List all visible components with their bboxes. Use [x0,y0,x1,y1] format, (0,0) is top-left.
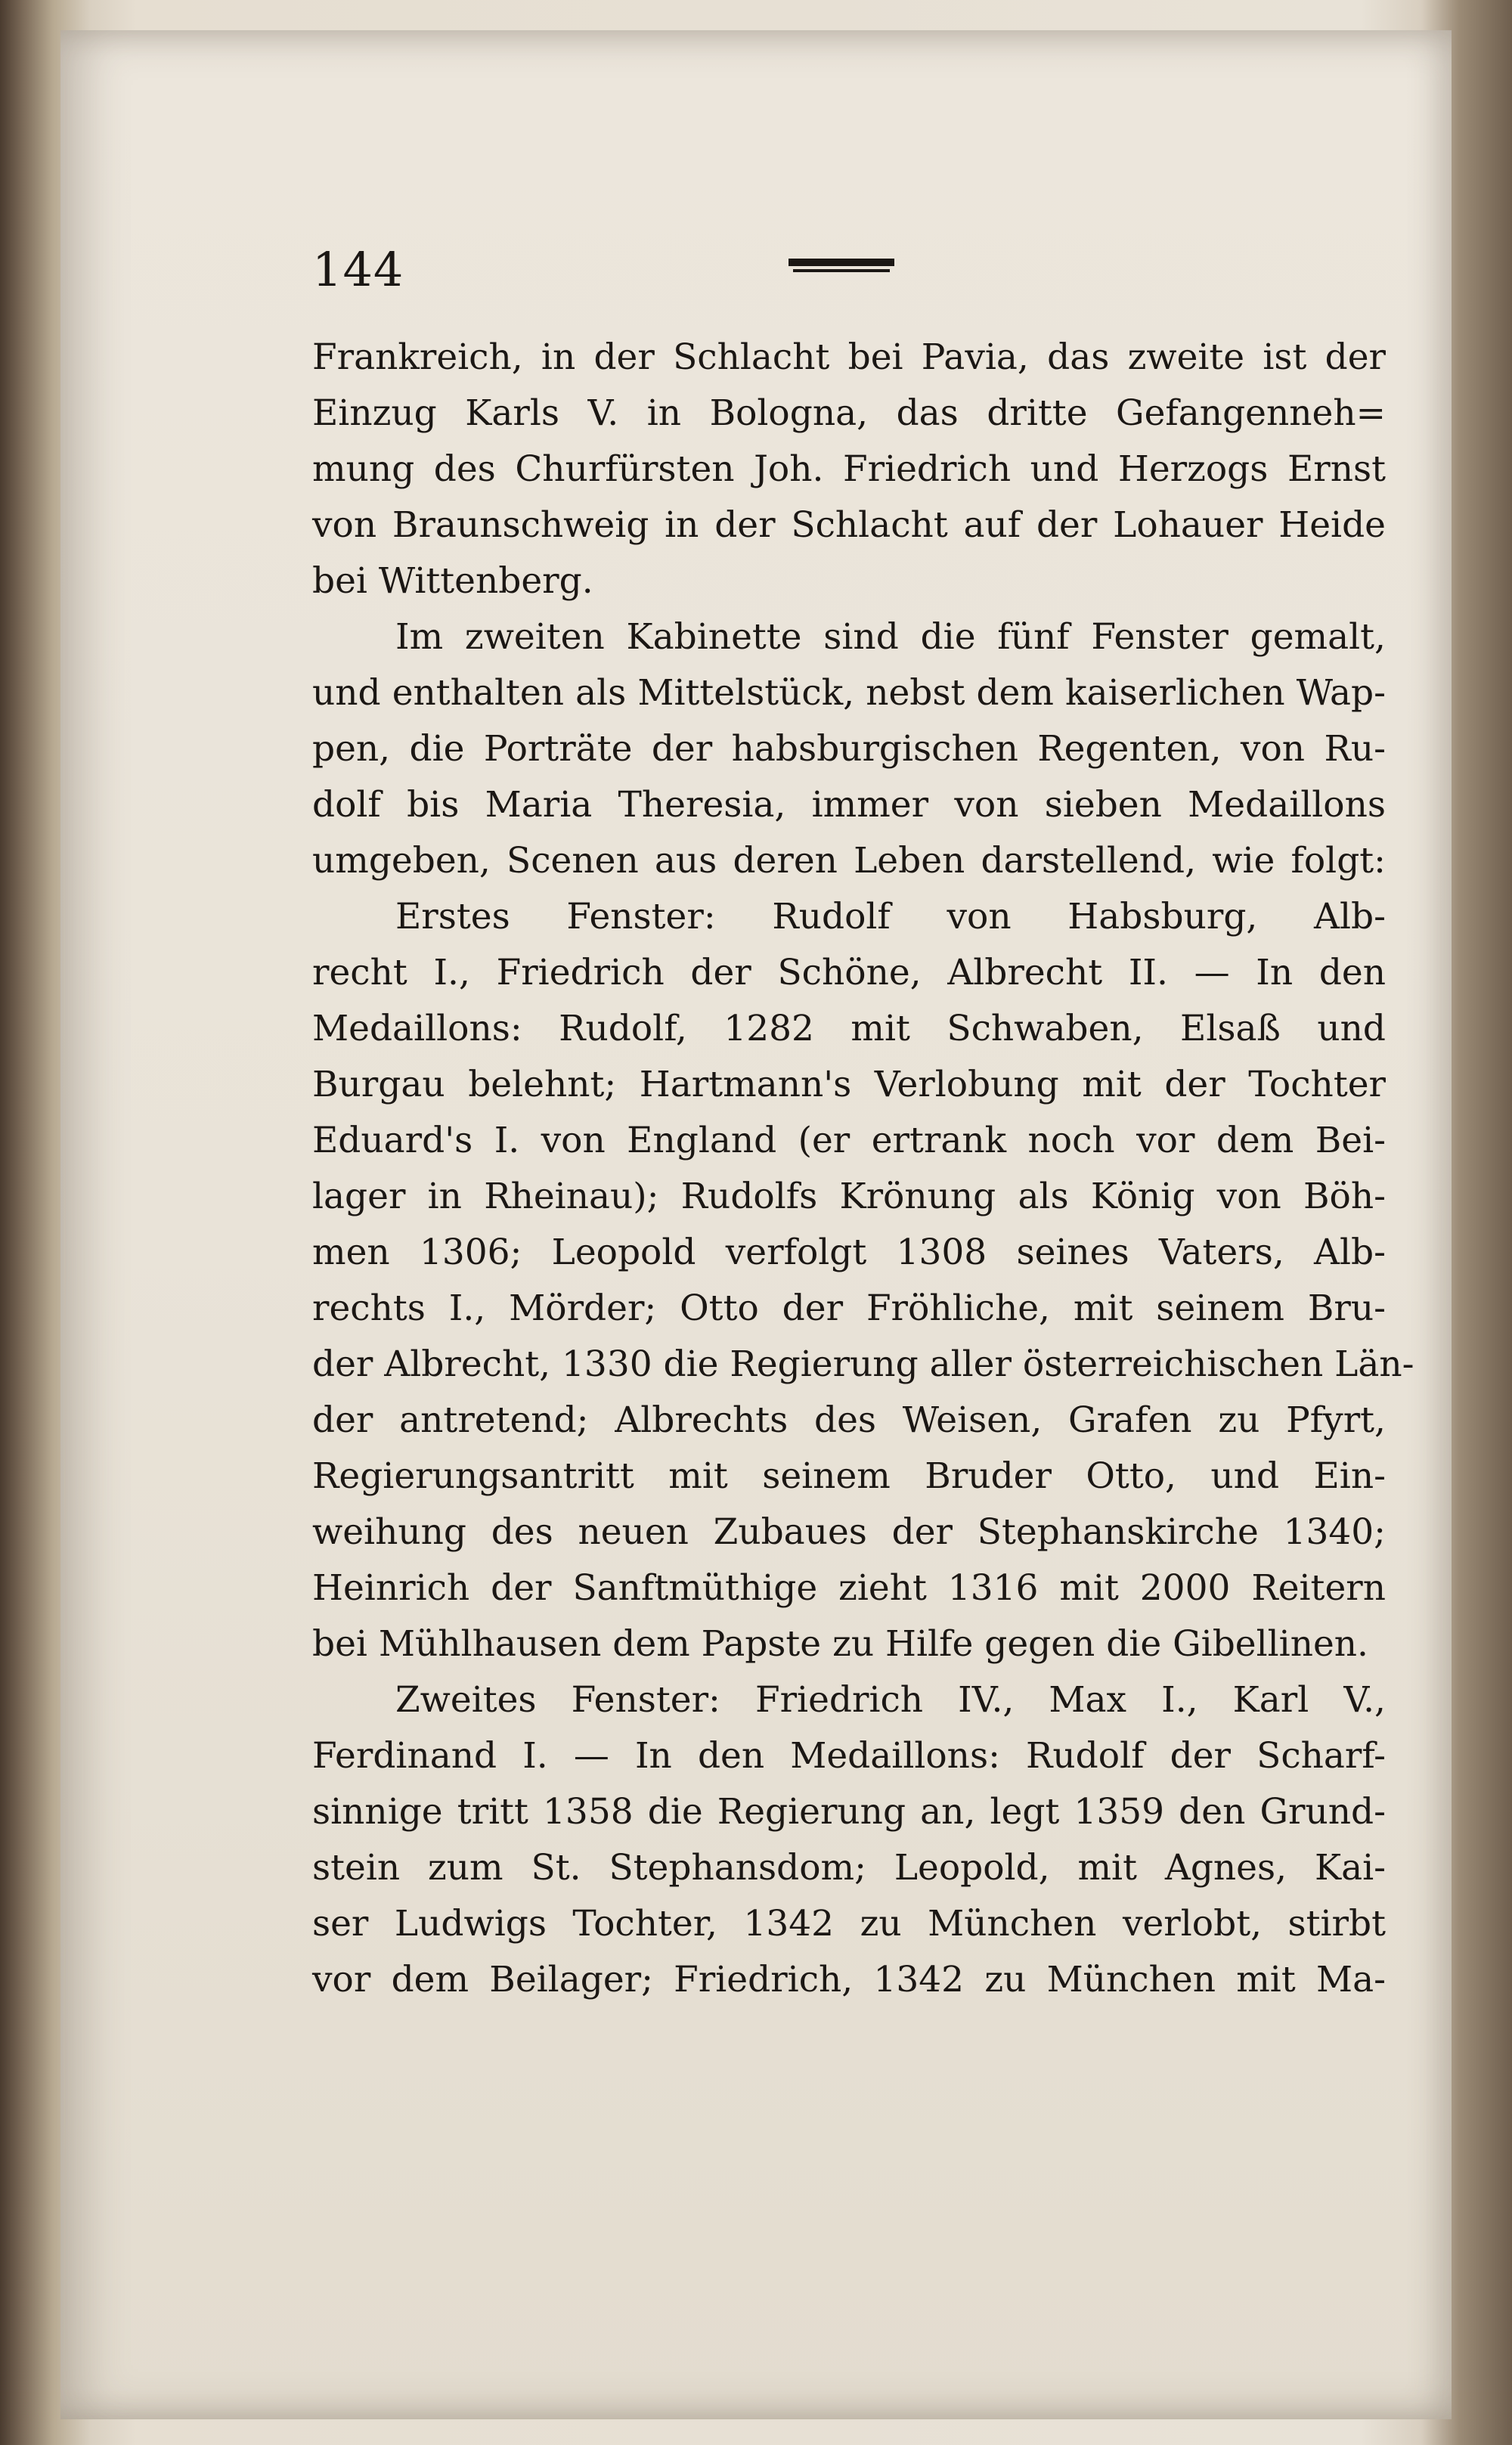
page-number: 144 [312,242,404,297]
text-line: Regierungsantritt mit seinem Bruder Otto, und Ein- [312,1455,1386,1497]
text-line: bei Mühlhausen dem Papste zu Hilfe gegen die Gibellinen. [312,1623,1368,1665]
text-line: Erstes Fenster: Rudolf von Habsburg, Alb- [395,896,1386,937]
text-line: Burgau belehnt; Hartmann's Verlobung mit der Tochter [312,1064,1386,1105]
text-line: stein zum St. Stephansdom; Leopold, mit Agnes, Kai- [312,1847,1386,1889]
text-line: Ferdinand I. — In den Medaillons: Rudolf der Scharf- [312,1735,1386,1777]
text-line: Medaillons: Rudolf, 1282 mit Schwaben, Elsaß und [312,1008,1386,1049]
text-line: Zweites Fenster: Friedrich IV., Max I., Karl V., [395,1679,1386,1721]
body-text [312,330,1414,2008]
text-line: dolf bis Maria Theresia, immer von sieben Medaillons [312,784,1386,826]
text-line: von Braunschweig in der Schlacht auf der Lohauer Heide [312,504,1386,546]
header-rule-thick [789,259,894,266]
text-line: rechts I., Mörder; Otto der Fröhliche, mit seinem Bru- [312,1288,1386,1329]
text-line: Im zweiten Kabinette sind die fünf Fenster gemalt, [395,616,1386,658]
text-line: und enthalten als Mittelstück, nebst dem kaiserlichen Wap- [312,672,1386,714]
header-rule [789,259,894,274]
header-rule-thin [793,269,890,272]
text-line: Eduard's I. von England (er ertrank noch vor dem Bei- [312,1120,1386,1161]
text-line: ser Ludwigs Tochter, 1342 zu München verlobt, stirbt [312,1903,1386,1945]
text-line: vor dem Beilager; Friedrich, 1342 zu München mit Ma- [312,1959,1386,2000]
text-line: bei Wittenberg. [312,560,593,602]
text-line: weihung des neuen Zubaues der Stephanskirche 1340; [312,1511,1386,1553]
text-line: lager in Rheinau); Rudolfs Krönung als König von Böh- [312,1176,1386,1217]
text-line: umgeben, Scenen aus deren Leben darstellend, wie folgt: [312,840,1386,882]
text-line: der antretend; Albrechts des Weisen, Grafen zu Pfyrt, [312,1399,1386,1441]
text-line: sinnige tritt 1358 die Regierung an, legt 1359 den Grund- [312,1791,1386,1833]
text-line: recht I., Friedrich der Schöne, Albrecht II. — In den [312,952,1386,993]
text-line: men 1306; Leopold verfolgt 1308 seines Vaters, Alb- [312,1232,1386,1273]
text-line: Einzug Karls V. in Bologna, das dritte Gefangenneh= [312,392,1386,434]
page-header [312,242,1386,302]
text-line: Frankreich, in der Schlacht bei Pavia, das zweite ist der [312,336,1386,378]
text-line: der Albrecht, 1330 die Regierung aller österreichischen Län- [312,1343,1414,1385]
text-line: Heinrich der Sanftmüthige zieht 1316 mit 2000 Reitern [312,1567,1386,1609]
text-line: pen, die Porträte der habsburgischen Regenten, von Ru- [312,728,1386,770]
text-line: mung des Churfürsten Joh. Friedrich und Herzogs Ernst [312,448,1386,490]
